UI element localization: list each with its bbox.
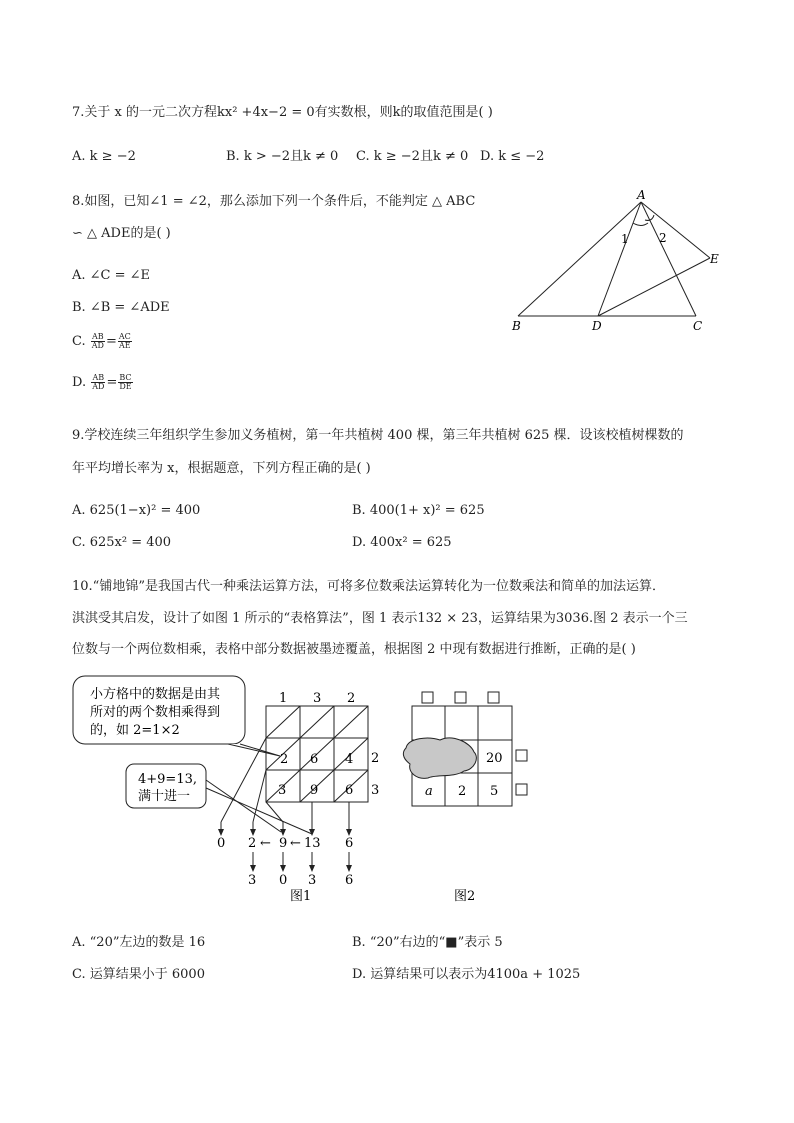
q7-option-a[interactable]: A. k ≥ −2 (72, 149, 136, 164)
fig1-result: 3 (308, 873, 317, 888)
q8-option-b[interactable]: B. ∠B = ∠ADE (72, 300, 170, 315)
q7-option-d[interactable]: D. k ≤ −2 (480, 149, 545, 164)
q9-stem-line1: 9.学校连续三年组织学生参加义务植树，第一年共植树 400 棵，第三年共植树 625 棵．设该校植树棵数的 (72, 428, 684, 443)
fig1-cell: 3 (278, 783, 287, 798)
q7-stem: 7.关于 x 的一元二次方程kx² +4x−2 = 0有实数根，则k的取值范围是( ) (72, 105, 493, 120)
angle-1-label: 1 (621, 232, 629, 246)
q9-option-a[interactable]: A. 625(1−x)² = 400 (72, 503, 201, 518)
q9-option-c[interactable]: C. 625x² = 400 (72, 535, 172, 550)
fig1-mid: 2 (248, 836, 257, 851)
q10-option-a[interactable]: A. “20”左边的数是 16 (72, 935, 206, 950)
fraction: $\frac{AB}{AD}$ (92, 373, 105, 391)
fraction: $\frac{AC}{AE}$ (118, 332, 131, 350)
q8-option-d[interactable]: D. $\frac{AB}{AD}$ = $\frac{BC}{DE}$ (72, 373, 132, 391)
fig1-cell: 6 (310, 752, 319, 767)
callout2-line1: 4+9=13, (138, 772, 198, 787)
fig1-result: 0 (279, 873, 288, 888)
fig1-arrow: ← (260, 836, 271, 851)
label-a: A (637, 188, 646, 202)
fig2-cell-20: 20 (486, 751, 503, 766)
callout1-line1: 小方格中的数据是由其 (90, 687, 221, 702)
figure-1 (68, 672, 388, 912)
fig1-mid: 0 (217, 836, 226, 851)
angle-2-label: 2 (659, 231, 667, 245)
q8-option-a[interactable]: A. ∠C = ∠E (72, 268, 151, 283)
fig1-result: 3 (248, 873, 257, 888)
fig2-caption: 图2 (454, 889, 476, 904)
q8-stem-line2: ∽ △ ADE的是( ) (72, 226, 171, 241)
fig1-arrow: ← (290, 836, 301, 851)
fig1-right-2: 3 (371, 783, 380, 798)
callout2-line2: 满十进一 (138, 789, 191, 804)
q10-option-c[interactable]: C. 运算结果小于 6000 (72, 967, 205, 982)
q10-stem-line2: 淇淇受其启发，设计了如图 1 所示的“表格算法”，图 1 表示132 × 23，运算结果为3036.图 2 表示一个三 (72, 611, 688, 626)
q9-option-b[interactable]: B. 400(1+ x)² = 625 (352, 503, 485, 518)
label-d: D (592, 319, 602, 333)
fig1-top-3: 2 (347, 691, 356, 706)
q8-option-c[interactable]: C. $\frac{AB}{AD}$ = $\frac{AC}{AE}$ (72, 332, 131, 350)
q7-option-b[interactable]: B. k > −2且k ≠ 0 (226, 149, 339, 164)
fig1-mid: 6 (345, 836, 354, 851)
callout1-line3: 的，如 2=1×2 (90, 723, 180, 738)
label-b: B (512, 319, 521, 333)
q9-stem-line2: 年平均增长率为 x，根据题意，下列方程正确的是( ) (72, 461, 371, 476)
fig1-top-1: 1 (279, 691, 288, 706)
fig2-cell-2: 2 (458, 784, 467, 799)
fig1-mid: 9 (279, 836, 288, 851)
callout1-line2: 所对的两个数相乘得到 (90, 705, 221, 720)
label-c: C (693, 319, 703, 333)
fraction: $\frac{BC}{DE}$ (119, 373, 132, 391)
fig1-mid: 13 (304, 836, 321, 851)
q8-stem-line1: 8.如图，已知∠1 = ∠2，那么添加下列一个条件后，不能判定 △ ABC (72, 194, 476, 209)
fig2-cell-5: 5 (490, 784, 499, 799)
triangle-figure (500, 188, 740, 338)
fraction: $\frac{AB}{AD}$ (91, 332, 104, 350)
fig1-caption: 图1 (290, 889, 312, 904)
ink-blot-icon (403, 738, 476, 778)
q10-stem-line1: 10.“铺地锦”是我国古代一种乘法运算方法，可将多位数乘法运算转化为一位数乘法和简单的加法运算． (72, 579, 665, 594)
fig1-cell: 2 (280, 752, 289, 767)
q10-option-b[interactable]: B. “20”右边的“■”表示 5 (352, 935, 503, 950)
q10-stem-line3: 位数与一个两位数相乘，表格中部分数据被墨迹覆盖，根据图 2 中现有数据进行推断，正确的是( ) (72, 642, 636, 657)
fig1-cell: 4 (345, 752, 354, 767)
figure-2 (400, 686, 540, 906)
fig1-cell: 9 (310, 783, 319, 798)
q9-option-d[interactable]: D. 400x² = 625 (352, 535, 452, 550)
label-e: E (710, 252, 719, 266)
fig1-result: 6 (345, 873, 354, 888)
fig1-top-2: 3 (313, 691, 322, 706)
fig1-right-1: 2 (371, 751, 380, 766)
fig1-cell: 6 (345, 783, 354, 798)
q7-option-c[interactable]: C. k ≥ −2且k ≠ 0 (356, 149, 469, 164)
fig2-cell-a: a (425, 784, 433, 799)
q10-option-d[interactable]: D. 运算结果可以表示为4100a + 1025 (352, 967, 581, 982)
